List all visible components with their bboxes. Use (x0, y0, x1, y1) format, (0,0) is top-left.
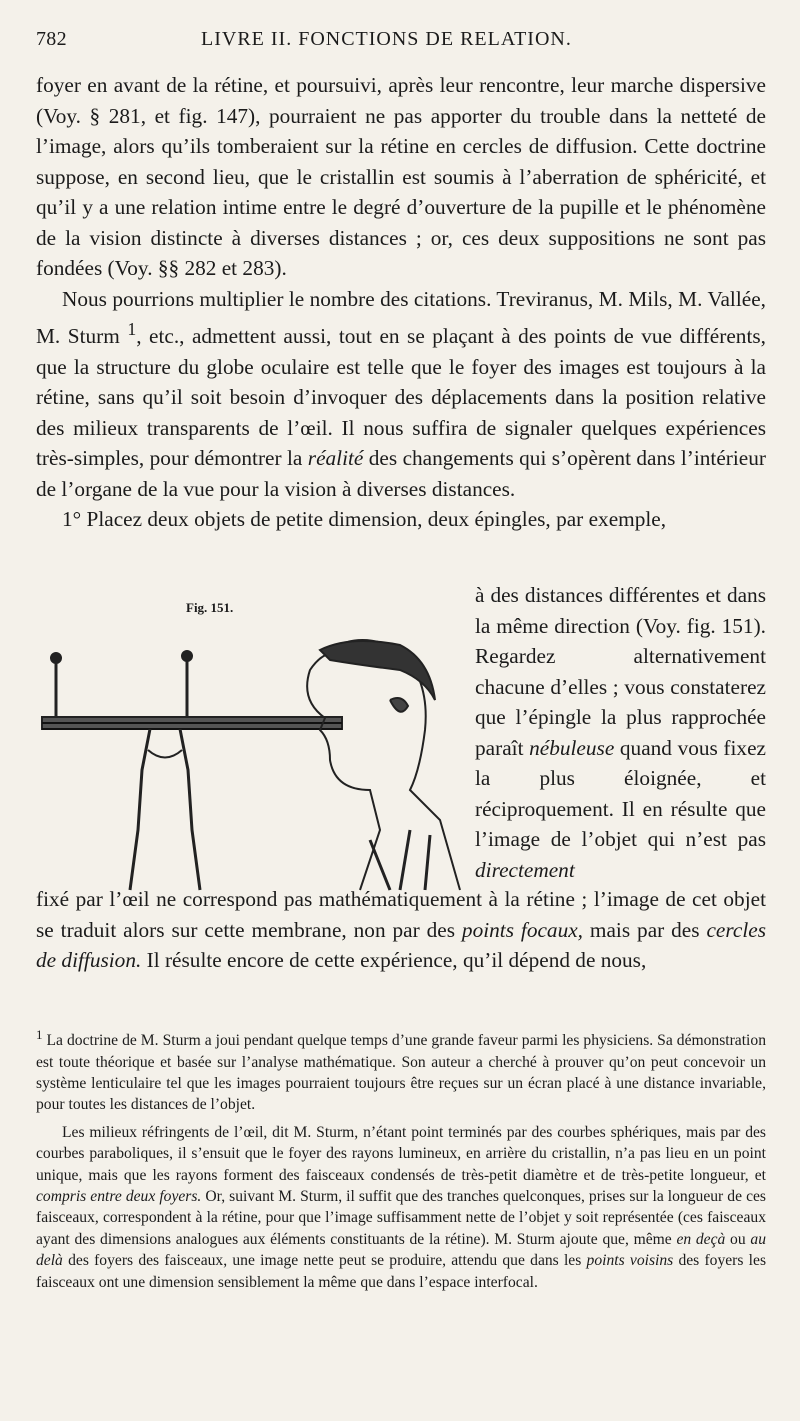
pin-stand (42, 651, 342, 890)
footnote-ref: 1 (127, 319, 137, 339)
figure-label: Fig. 151. (186, 600, 234, 615)
paragraph-1: foyer en avant de la rétine, et poursuivi, après leur rencontre, leur marche dispersive (Voy. § 281, et fig. 147), pourraient ne pas apporter du trouble dans la netteté de l’image, alors qu’ils tomberaient sur la rétine en cercles de diffusion. Cette doctrine suppose, en second lieu, que le cristallin est soumis à l’aberration de sphéricité, et qu’il y a une relation intime entre le degré d’ouverture de la pupille et le phénomène de la vision distincte à diverses distances ; or, ces deux suppositions ne sont pas fondées (Voy. §§ 282 et 283). (36, 73, 766, 280)
page-number: 782 (36, 28, 67, 50)
paragraph-3-intro: 1° Placez deux objets de petite dimension, deux épingles, par exemple, (62, 507, 667, 532)
paragraph-2: Nous pourrions multiplier le nombre des citations. Treviranus, M. Mils, M. Vallée, M. Sturm $^1$, etc., admettent aussi, tout en se plaçant à des points de vue différents, que la structure du globe oculaire est telle que le foyer des images est toujours à la rétine, sans qu’il soit besoin d’invoquer des déplacements dans la position relative des milieux transparents de l’œil. Il nous suffira de signaler quelques expériences très-simples, pour démontrer la réalité des changements qui s’opèrent dans l’intérieur de l’organe de la vue pour la vision à diverses distances. (36, 286, 766, 501)
column-paragraph: à des distances différentes et dans la même direction (Voy. fig. 151). Regardez alternativement chacune d’elles ; vous constaterez que l’épingle la plus rapprochée paraît nébuleuse quand vous fixez la plus éloignée, et réciproquement. Il en résulte que l’image de l’objet qui n’est pas directement (475, 583, 766, 882)
paragraph-continuation: fixé par l’œil ne correspond pas mathématiquement à la rétine ; l’image de cet objet se traduit alors sur cette membrane, non par des points focaux, mais par des cercles de diffusion. Il résulte encore de cette expérience, qu’il dépend de nous, (36, 887, 766, 972)
footnotes (36, 1024, 766, 1293)
figure-151-engraving (30, 590, 470, 910)
page-header (36, 28, 766, 58)
figure-side-column (475, 580, 766, 885)
running-title: LIVRE II. FONCTIONS DE RELATION. (201, 28, 572, 50)
main-text-lower (36, 884, 766, 976)
footnote-1-continuation: Les milieux réfringents de l’œil, dit M. Sturm, n’étant point terminés par des courbes sphériques, mais par des courbes paraboliques, il s’ensuit que le foyer des rayons lumineux, en arrière du cristallin, n’a pas lieu en un point unique, mais que les rayons forment des faisceaux condensés de très-petit diamètre et de très-petite longueur, et compris entre deux foyers. Or, suivant M. Sturm, il suffit que des tranches quelconques, prises sur la longueur de ces faisceaux, correspondent à la rétine, pour que l’image suffisamment nette de l’objet y soit représentée (ces faisceaux ayant des dimensions analogues aux éléments constituants de la rétine). M. Sturm ajoute que, même en deçà ou au delà des foyers des faisceaux, une image nette peut se produire, attendu que dans les points voisins des foyers les faisceaux ont une dimension sensiblement la même que dans l’espace interfocal. (36, 1123, 767, 1291)
footnote-1: $^1$ La doctrine de M. Sturm a joui pendant quelque temps d’une grande faveur parmi les physiciens. Sa démonstration est toute théorique et basée sur l’analyse mathématique. Son auteur a cherché à prouver qu’on peut concevoir un système lenticulaire tel que les images pourraient toujours être reçues sur un écran placé à une distance invariable, pour toutes les distances de l’objet. (36, 1027, 766, 1114)
main-text-upper (36, 70, 766, 535)
observer-head (307, 640, 460, 890)
